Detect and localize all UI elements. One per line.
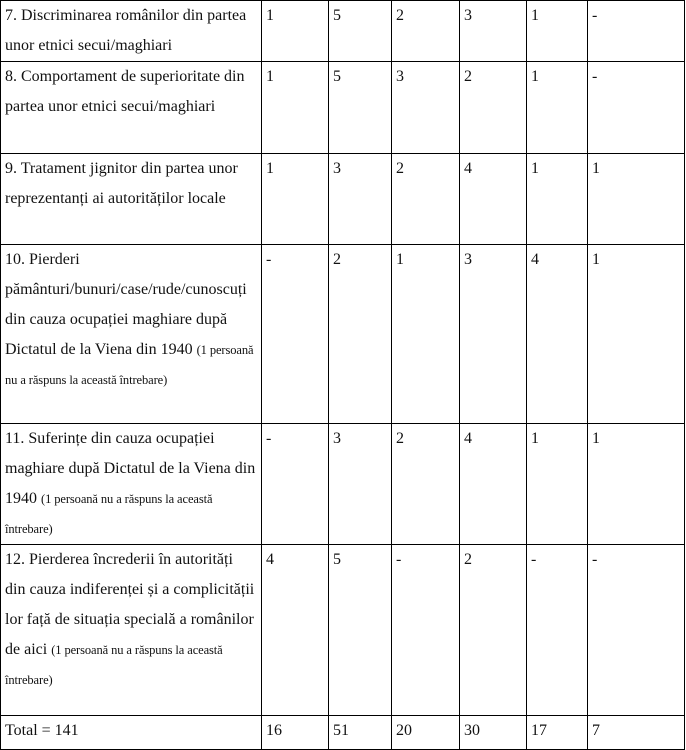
cell-value: 2 [392, 1, 460, 62]
total-row [1, 716, 685, 750]
cell-value: - [588, 1, 685, 62]
cell-value: 4 [460, 154, 527, 245]
cell-value: - [392, 545, 460, 716]
cell-value: 5 [329, 545, 392, 716]
cell-value: 4 [262, 545, 329, 716]
cell-value: 1 [588, 424, 685, 545]
total-value: 16 [262, 716, 329, 750]
cell-value: 3 [460, 245, 527, 424]
cell-value: 2 [392, 424, 460, 545]
row-note: (1 persoană nu a răspuns la această întrebare) [5, 492, 213, 536]
table-row [1, 1, 685, 62]
cell-value: - [588, 545, 685, 716]
cell-value: 1 [527, 1, 588, 62]
total-value: 51 [329, 716, 392, 750]
cell-value: 1 [527, 154, 588, 245]
table-row [1, 424, 685, 545]
cell-value: 1 [527, 424, 588, 545]
table-row [1, 154, 685, 245]
cell-value: 3 [460, 1, 527, 62]
row-label [1, 62, 262, 154]
table-row [1, 245, 685, 424]
cell-value: 2 [392, 154, 460, 245]
row-label [1, 545, 262, 716]
row-label [1, 424, 262, 545]
cell-value: - [262, 245, 329, 424]
cell-value: - [527, 545, 588, 716]
total-value: 20 [392, 716, 460, 750]
total-value: 7 [588, 716, 685, 750]
cell-value: 2 [460, 545, 527, 716]
cell-value: 4 [527, 245, 588, 424]
cell-value: 1 [262, 62, 329, 154]
row-label-text: 7. Discriminarea românilor din partea unor etnici secui/maghiari [5, 7, 247, 54]
cell-value: 4 [460, 424, 527, 545]
row-label-text: 12. Pierderea încrederii în autorități din cauza indiferenței și a complicității lor față de situația specială a românilor de aici [5, 551, 255, 658]
cell-value: 2 [329, 245, 392, 424]
cell-value: 1 [262, 1, 329, 62]
cell-value: 2 [460, 62, 527, 154]
table-row [1, 62, 685, 154]
total-value: 17 [527, 716, 588, 750]
cell-value: 1 [392, 245, 460, 424]
cell-value: - [588, 62, 685, 154]
row-label [1, 154, 262, 245]
cell-value: 1 [262, 154, 329, 245]
cell-value: - [262, 424, 329, 545]
row-note: (1 persoană nu a răspuns la această întrebare) [5, 343, 254, 387]
table-body [1, 1, 685, 750]
total-value: 30 [460, 716, 527, 750]
total-label: Total = 141 [1, 716, 262, 750]
cell-value: 1 [588, 245, 685, 424]
cell-value: 5 [329, 62, 392, 154]
cell-value: 3 [329, 424, 392, 545]
cell-value: 3 [392, 62, 460, 154]
table-row [1, 545, 685, 716]
row-label-text: 8. Comportament de superioritate din partea unor etnici secui/maghiari [5, 68, 245, 115]
cell-value: 1 [588, 154, 685, 245]
cell-value: 1 [527, 62, 588, 154]
row-label-text: 11. Suferințe din cauza ocupației maghiare după Dictatul de la Viena din 1940 [5, 430, 256, 507]
row-label [1, 245, 262, 424]
row-label-text: 9. Tratament jignitor din partea unor reprezentanți ai autorităților locale [5, 160, 238, 207]
cell-value: 3 [329, 154, 392, 245]
cell-value: 5 [329, 1, 392, 62]
row-label-text: 10. Pierderi pământuri/bunuri/case/rude/cunoscuți din cauza ocupației maghiare după Dictatul de la Viena din 1940 [5, 251, 247, 358]
row-note: (1 persoană nu a răspuns la această întrebare) [5, 643, 223, 687]
row-label [1, 1, 262, 62]
